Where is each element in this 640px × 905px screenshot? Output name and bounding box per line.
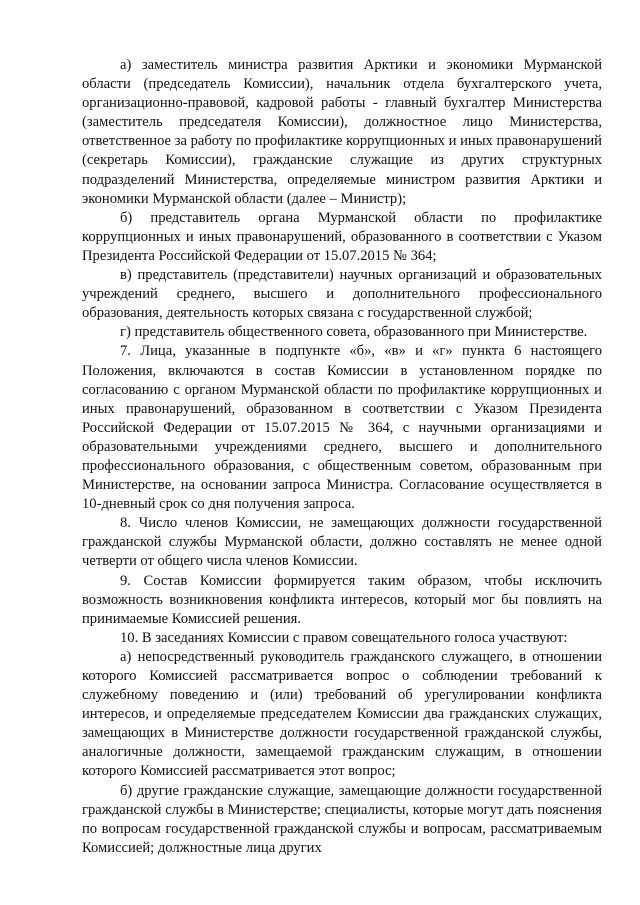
paragraph-6a: а) заместитель министра развития Арктики и экономики Мурманской области (председатель Комиссии), начальник отдела бухгалтерского учета, организационно-правовой, кадровой работы - главный бухгалтер Министерства (заместитель председателя Комиссии), должностное лицо Министерства, ответственное за работу по профилактике коррупционных и иных правонарушений (секретарь Комиссии), гражданские служащие из других структурных подразделений Министерства, определяемые министром развития Арктики и экономики Мурманской области (далее – Министр); bbox=[82, 57, 602, 207]
paragraph-10: 10. В заседаниях Комиссии с правом совещательного голоса участвуют: bbox=[120, 629, 568, 646]
paragraph-9: 9. Состав Комиссии формируется таким образом, чтобы исключить возможность возникновения конфликта интересов, который мог бы повлиять на принимаемые Комиссией решения. bbox=[82, 572, 602, 627]
paragraph-8: 8. Число членов Комиссии, не замещающих должности государственной гражданской службы Мурманской области, должно составлять не менее одной четверти от общего числа членов Комиссии. bbox=[82, 515, 602, 570]
paragraph-6b: б) представитель органа Мурманской области по профилактике коррупционных и иных правонарушений, образованного в соответствии с Указом Президента Российской Федерации от 15.07.2015 № 364; bbox=[82, 209, 602, 264]
paragraph-10a: а) непосредственный руководитель гражданского служащего, в отношении которого Комиссией рассматривается вопрос о соблюдении требований к служебному поведению и (или) требований об урегулировании конфликта интересов, и определяемые председателем Комиссии два гражданских служащих, замещающих в Министерстве должности государственной гражданской службы, аналогичные должности, замещаемой гражданским служащим, в отношении которого Комиссией рассматривается этот вопрос; bbox=[82, 648, 602, 780]
paragraph-6g: г) представитель общественного совета, образованного при Министерстве. bbox=[120, 324, 588, 341]
paragraph-6v: в) представитель (представители) научных организаций и образовательных учреждений среднего, высшего и дополнительного профессионального образования, деятельность которых связана с государственной службой; bbox=[82, 267, 602, 322]
paragraph-10b: б) другие гражданские служащие, замещающие должности государственной гражданской службы в Министерстве; специалисты, которые могут дать пояснения по вопросам государственной гражданской службы и вопросам, рассматриваемым Комиссией; должностные лица других bbox=[82, 782, 602, 856]
paragraph-7: 7. Лица, указанные в подпункте «б», «в» и «г» пункта 6 настоящего Положения, включаются в состав Комиссии в установленном порядке по согласованию с органом Мурманской области по профилактике коррупционных и иных правонарушений, образованном в соответствии с Указом Президента Российской Федерации от 15.07.2015 № 364, с научными организациями и образовательными учреждениями среднего, высшего и дополнительного профессионального образования, с общественным советом, образованным при Министерстве, на основании запроса Министра. Согласование осуществляется в 10-дневный срок со дня получения запроса. bbox=[82, 343, 602, 513]
